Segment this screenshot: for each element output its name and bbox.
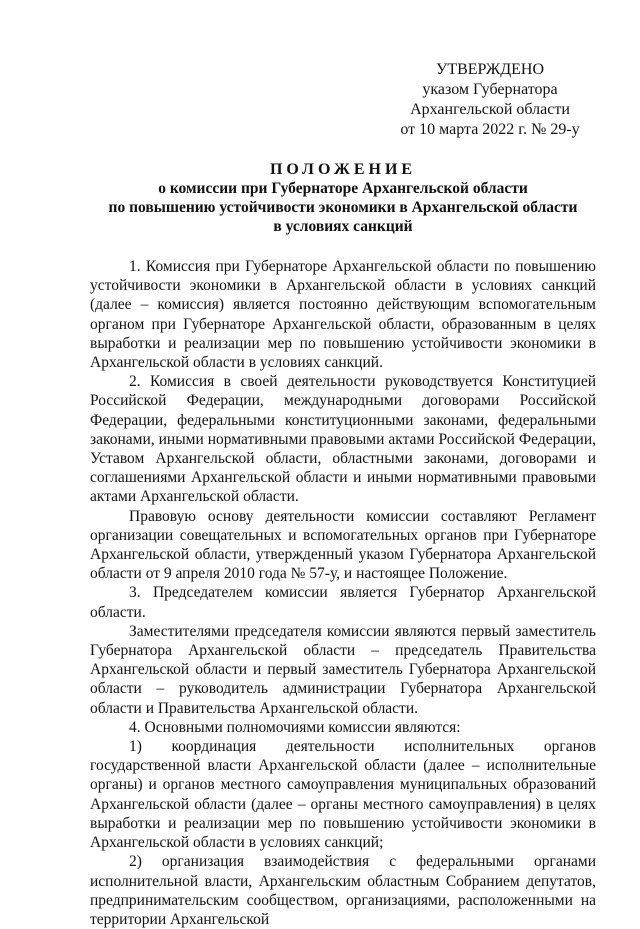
paragraph: 3. Председателем комиссии является Губернатор Архангельской области. [90,584,596,621]
paragraph: 1) координация деятельности исполнительных органов государственной власти Архангельской области (далее – исполнительные органы) и органов местного самоуправления муниципальных образований Архангельской области (далее – органы местного самоуправления) в целях выработки и реализации мер по повышению устойчивости экономики в Архангельской области в условиях санкций; [90,738,596,852]
paragraph: Правовую основу деятельности комиссии составляют Регламент организации совещательных и вспомогательных органов при Губернаторе Архангельской области, утвержденный указом Губернатора Архангельской области от 9 апреля 2010 года № 57-у, и настоящее Положение. [90,507,596,583]
document-body [90,257,596,929]
document-heading [90,160,596,236]
approval-decree: указом Губернатора [422,81,558,98]
paragraph: 4. Основными полномочиями комиссии являются: [129,718,461,736]
document-subtitle-line-1: о комиссии при Губернаторе Архангельской области [158,180,528,197]
document-subtitle-line-3: в условиях санкций [273,218,413,235]
approval-stamp [380,60,600,140]
approval-title: УТВЕРЖДЕНО [435,61,544,78]
document-title: ПОЛОЖЕНИЕ [269,161,417,178]
paragraph: 2. Комиссия в своей деятельности руководствуется Конституцией Российской Федерации, международными договорами Российской Федерации, федеральными конституционными законами, федеральными законами, иными нормативными правовыми актами Российской Федерации, Уставом Архангельской области, областными законами, договорами и соглашениями Архангельской области и иными нормативными правовыми актами Архангельской области. [90,373,596,506]
paragraph: 2) организация взаимодействия с федеральными органами исполнительной власти, Архангельским областным Собранием депутатов, предпринимательским сообществом, организациями, расположенными на территории Архангельской [90,853,596,928]
paragraph: Заместителями председателя комиссии являются первый заместитель Губернатора Архангельской области – председатель Правительства Архангельской области и первый заместитель Губернатора Архангельской области – руководитель администрации Губернатора Архангельской области и Правительства Архангельской области. [90,622,596,717]
document-subtitle-line-2: по повышению устойчивости экономики в Архангельской области [108,199,578,216]
paragraph: 1. Комиссия при Губернаторе Архангельской области по повышению устойчивости экономики в Архангельской области в условиях санкций (далее – комиссия) является постоянно действующим вспомогательным органом при Губернаторе Архангельской области, образованным в целях выработки и реализации мер по повышению устойчивости экономики в Архангельской области в условиях санкций. [90,258,596,372]
approval-date: от 10 марта 2022 г. № 29-у [400,121,580,138]
approval-region: Архангельской области [410,101,570,118]
